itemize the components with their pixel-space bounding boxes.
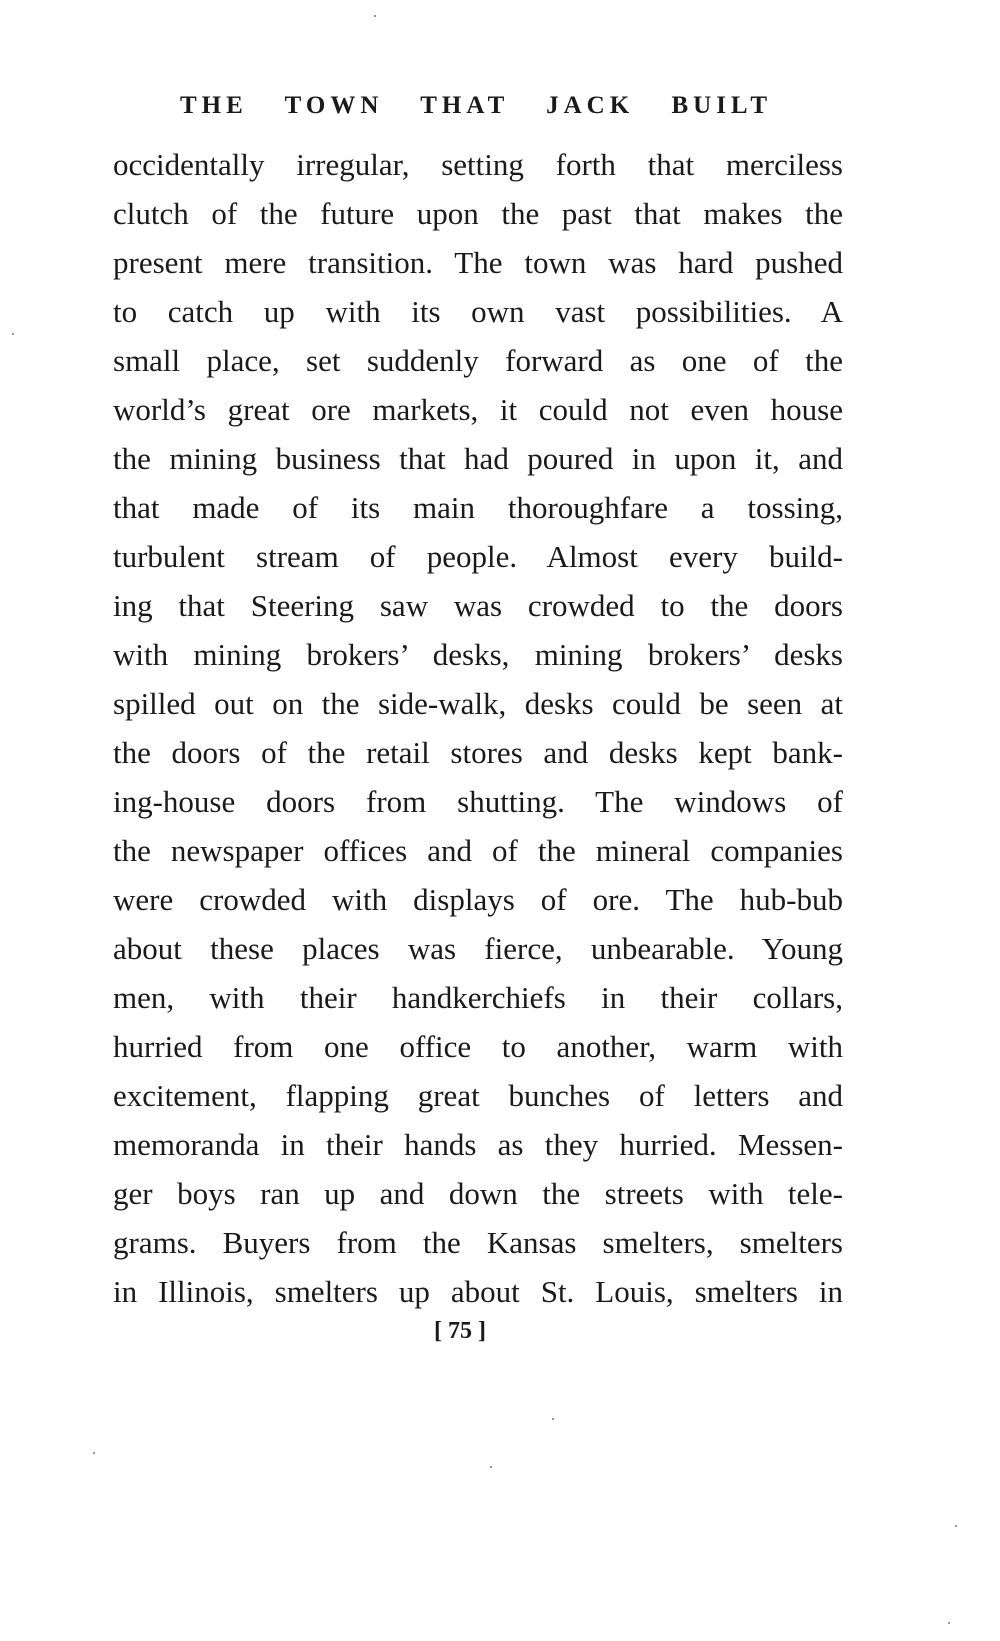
text-line: spilled out on the side-walk, desks could be seen at	[113, 686, 843, 721]
text-line: that made of its main thoroughfare a tossing,	[113, 490, 843, 525]
scan-speck	[948, 1622, 950, 1624]
text-line: small place, set suddenly forward as one of the	[113, 343, 843, 378]
scan-speck	[955, 1525, 957, 1527]
text-line: in Illinois, smelters up about St. Louis, smelters in	[113, 1274, 843, 1309]
text-line: grams. Buyers from the Kansas smelters, smelters	[113, 1225, 843, 1260]
scan-speck	[552, 1418, 554, 1420]
text-line: to catch up with its own vast possibilities. A	[113, 294, 843, 329]
text-line: about these places was fierce, unbearable. Young	[113, 931, 843, 966]
page-body-text	[113, 140, 843, 1316]
text-line: were crowded with displays of ore. The hub-bub	[113, 882, 843, 917]
text-line: clutch of the future upon the past that makes the	[113, 196, 843, 231]
text-line: hurried from one office to another, warm with	[113, 1029, 843, 1064]
scan-speck	[12, 333, 14, 335]
text-line: the doors of the retail stores and desks kept bank-	[113, 735, 843, 770]
page-number: [ 75 ]	[434, 1318, 486, 1344]
scan-speck	[490, 1466, 492, 1468]
text-line: turbulent stream of people. Almost every build-	[113, 539, 843, 574]
text-line: men, with their handkerchiefs in their collars,	[113, 980, 843, 1015]
text-line: memoranda in their hands as they hurried. Messen-	[113, 1127, 843, 1162]
scan-speck	[374, 15, 376, 17]
text-line: ing-house doors from shutting. The windows of	[113, 784, 843, 819]
running-head: THE TOWN THAT JACK BUILT	[180, 92, 772, 119]
text-line: ing that Steering saw was crowded to the doors	[113, 588, 843, 623]
text-line: present mere transition. The town was hard pushed	[113, 245, 843, 280]
text-line: occidentally irregular, setting forth that merciless	[113, 147, 843, 182]
text-line: with mining brokers’ desks, mining brokers’ desks	[113, 637, 843, 672]
text-line: the mining business that had poured in upon it, and	[113, 441, 843, 476]
text-line: world’s great ore markets, it could not even house	[113, 392, 843, 427]
text-line: excitement, flapping great bunches of letters and	[113, 1078, 843, 1113]
scan-speck	[93, 1452, 95, 1454]
text-line: ger boys ran up and down the streets with tele-	[113, 1176, 843, 1211]
text-line: the newspaper offices and of the mineral companies	[113, 833, 843, 868]
